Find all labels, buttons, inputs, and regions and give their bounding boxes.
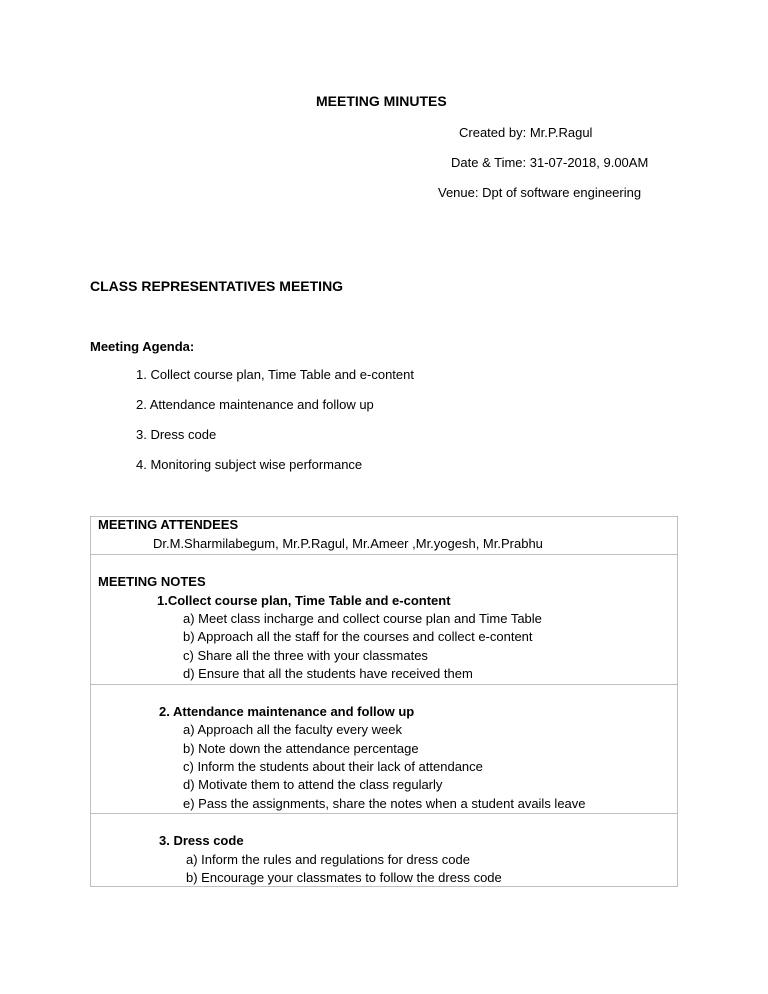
notes-point: b) Encourage your classmates to follow the dress code [186,870,502,885]
created-by: Created by: Mr.P.Ragul [459,125,593,140]
meeting-title: CLASS REPRESENTATIVES MEETING [90,278,344,294]
agenda-label: Meeting Agenda: [90,339,195,354]
notes-point: a) Inform the rules and regulations for dress code [186,852,470,867]
document-title: MEETING MINUTES [316,93,447,109]
notes-point: e) Pass the assignments, share the notes when a student avails leave [183,796,586,811]
venue: Venue: Dpt of software engineering [438,185,642,200]
table-divider [91,554,677,555]
agenda-item: 2. Attendance maintenance and follow up [136,397,374,412]
table-divider [91,813,677,814]
notes-point: a) Approach all the faculty every week [183,722,402,737]
notes-section-heading: 1.Collect course plan, Time Table and e-content [157,593,451,608]
minutes-table [90,516,678,887]
attendees-label: MEETING ATTENDEES [98,517,239,532]
notes-section-heading: 2. Attendance maintenance and follow up [159,704,415,719]
agenda-item: 4. Monitoring subject wise performance [136,457,363,472]
notes-point: c) Inform the students about their lack of attendance [183,759,483,774]
notes-point: b) Approach all the staff for the courses and collect e-content [183,629,533,644]
notes-section-heading: 3. Dress code [159,833,244,848]
notes-point: d) Motivate them to attend the class regularly [183,777,443,792]
table-divider [91,684,677,685]
notes-point: d) Ensure that all the students have received them [183,666,473,681]
notes-point: c) Share all the three with your classmates [183,648,428,663]
notes-point: a) Meet class incharge and collect course plan and Time Table [183,611,542,626]
attendees-names: Dr.M.Sharmilabegum, Mr.P.Ragul, Mr.Ameer ,Mr.yogesh, Mr.Prabhu [153,536,543,551]
agenda-item: 3. Dress code [136,427,217,442]
notes-point: b) Note down the attendance percentage [183,741,419,756]
notes-label: MEETING NOTES [98,574,206,589]
agenda-item: 1. Collect course plan, Time Table and e-content [136,367,414,382]
date-time: Date & Time: 31-07-2018, 9.00AM [451,155,649,170]
